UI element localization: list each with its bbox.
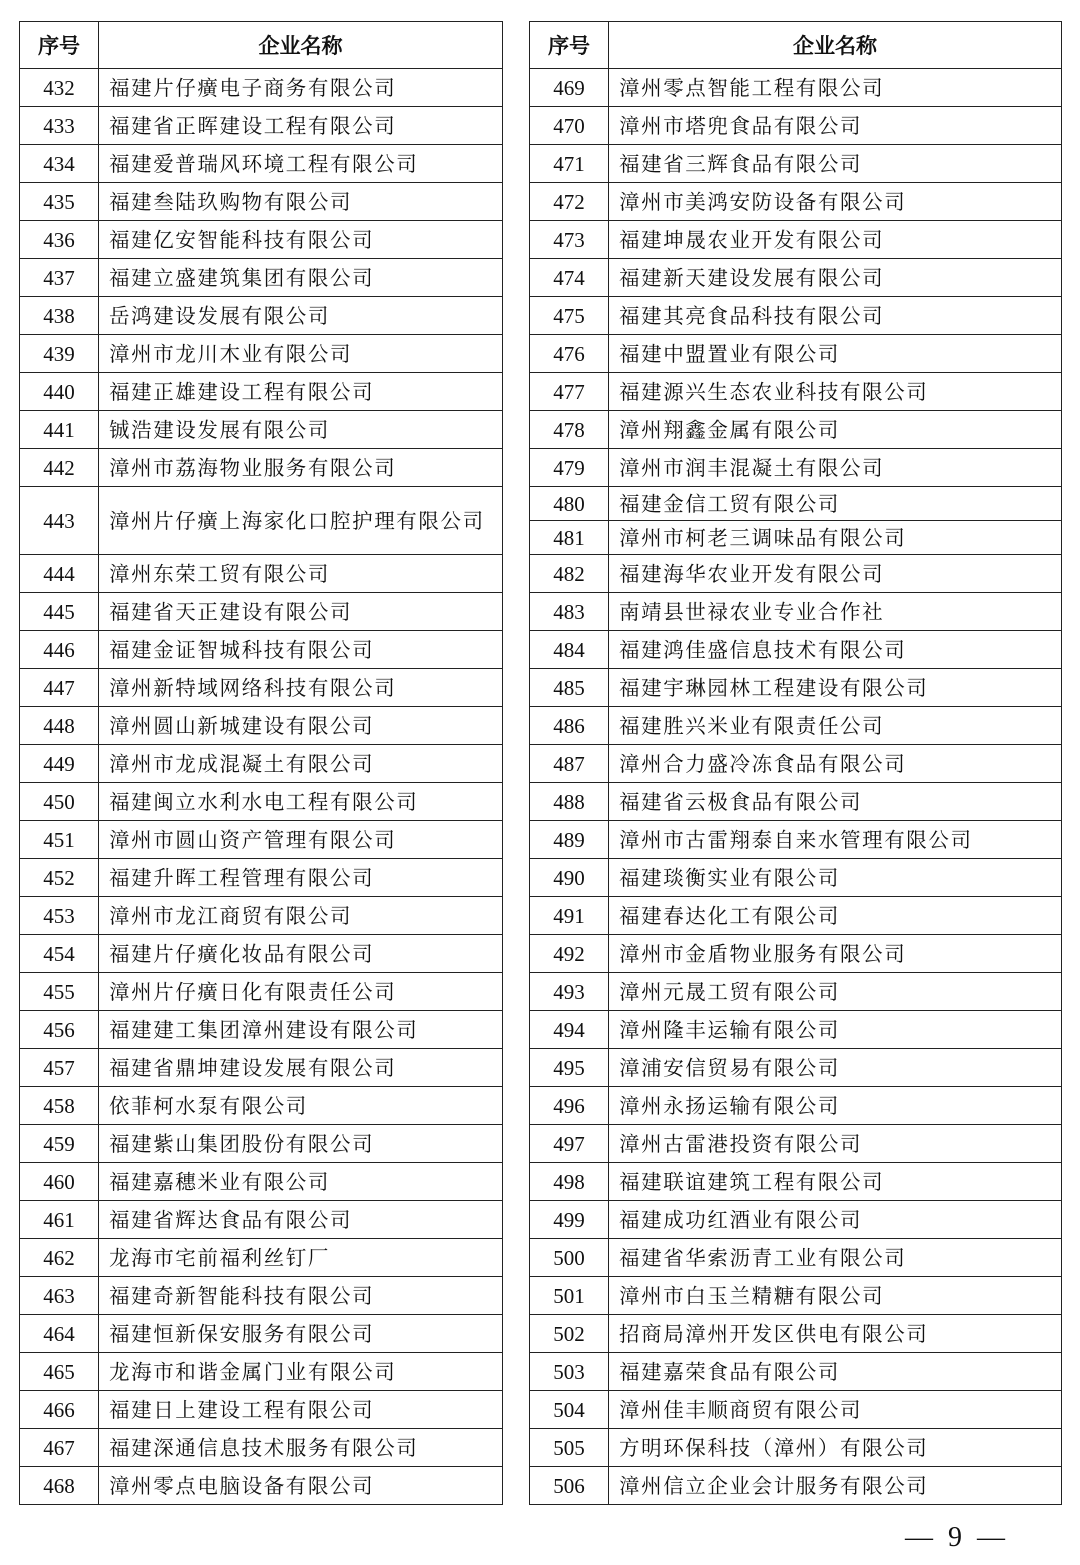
company-name-cell: 漳州合力盛冷冻食品有限公司 — [609, 745, 1062, 783]
company-name-cell: 龙海市和谐金属门业有限公司 — [99, 1353, 503, 1391]
company-name-cell: 福建春达化工有限公司 — [609, 897, 1062, 935]
company-name-cell: 漳州新特域网络科技有限公司 — [99, 669, 503, 707]
company-name-cell: 福建海华农业开发有限公司 — [609, 555, 1062, 593]
serial-number-cell: 465 — [20, 1353, 99, 1391]
serial-number-cell: 433 — [20, 107, 99, 145]
table-row — [530, 555, 1062, 593]
serial-number-cell: 435 — [20, 183, 99, 221]
company-name-cell: 福建立盛建筑集团有限公司 — [99, 259, 503, 297]
company-name-cell: 福建深通信息技术服务有限公司 — [99, 1429, 503, 1467]
table-row — [530, 1429, 1062, 1467]
table-row — [530, 107, 1062, 145]
table-row — [20, 1315, 503, 1353]
serial-number-cell: 466 — [20, 1391, 99, 1429]
company-name-cell: 福建升晖工程管理有限公司 — [99, 859, 503, 897]
table-row — [530, 1239, 1062, 1277]
table-row — [530, 1163, 1062, 1201]
company-name-cell: 福建其亮食品科技有限公司 — [609, 297, 1062, 335]
table-row — [20, 1049, 503, 1087]
company-name-cell: 漳州佳丰顺商贸有限公司 — [609, 1391, 1062, 1429]
serial-number-cell: 468 — [20, 1467, 99, 1505]
table-row — [530, 1125, 1062, 1163]
company-table-right — [529, 21, 1062, 1505]
serial-number-cell: 479 — [530, 449, 609, 487]
table-row — [530, 411, 1062, 449]
serial-number-cell: 503 — [530, 1353, 609, 1391]
serial-number-cell: 501 — [530, 1277, 609, 1315]
serial-number-cell: 484 — [530, 631, 609, 669]
table-row — [20, 1011, 503, 1049]
serial-number-cell: 464 — [20, 1315, 99, 1353]
table-row — [530, 1467, 1062, 1505]
serial-number-cell: 502 — [530, 1315, 609, 1353]
table-row — [20, 669, 503, 707]
table-row — [530, 1087, 1062, 1125]
serial-number-cell: 456 — [20, 1011, 99, 1049]
serial-number-cell: 459 — [20, 1125, 99, 1163]
serial-number-cell: 457 — [20, 1049, 99, 1087]
company-name-cell: 福建省云极食品有限公司 — [609, 783, 1062, 821]
serial-number-cell: 492 — [530, 935, 609, 973]
header-company-name: 企业名称 — [99, 22, 503, 69]
table-row — [530, 1277, 1062, 1315]
company-name-cell: 福建成功红酒业有限公司 — [609, 1201, 1062, 1239]
serial-number-cell: 454 — [20, 935, 99, 973]
serial-number-cell: 437 — [20, 259, 99, 297]
company-name-cell: 漳州元晟工贸有限公司 — [609, 973, 1062, 1011]
table-row — [20, 1163, 503, 1201]
company-name-cell: 漳州片仔癀上海家化口腔护理有限公司 — [99, 487, 503, 555]
company-name-cell: 漳州隆丰运输有限公司 — [609, 1011, 1062, 1049]
company-name-cell: 漳浦安信贸易有限公司 — [609, 1049, 1062, 1087]
serial-number-cell: 450 — [20, 783, 99, 821]
table-row — [20, 973, 503, 1011]
company-name-cell: 福建金信工贸有限公司 — [609, 487, 1062, 521]
company-name-cell: 福建新天建设发展有限公司 — [609, 259, 1062, 297]
serial-number-cell: 477 — [530, 373, 609, 411]
serial-number-cell: 482 — [530, 555, 609, 593]
serial-number-cell: 449 — [20, 745, 99, 783]
header-serial-number: 序号 — [530, 22, 609, 69]
serial-number-cell: 486 — [530, 707, 609, 745]
table-row — [20, 1125, 503, 1163]
serial-number-cell: 480 — [530, 487, 609, 521]
company-name-cell: 漳州片仔癀日化有限责任公司 — [99, 973, 503, 1011]
table-row — [20, 555, 503, 593]
table-row — [20, 221, 503, 259]
serial-number-cell: 493 — [530, 973, 609, 1011]
company-name-cell: 福建嘉穗米业有限公司 — [99, 1163, 503, 1201]
table-row — [530, 1201, 1062, 1239]
company-name-cell: 福建省三辉食品有限公司 — [609, 145, 1062, 183]
serial-number-cell: 467 — [20, 1429, 99, 1467]
table-row — [530, 1315, 1062, 1353]
table-row — [20, 897, 503, 935]
header-company-name: 企业名称 — [609, 22, 1062, 69]
company-name-cell: 福建省正晖建设工程有限公司 — [99, 107, 503, 145]
serial-number-cell: 495 — [530, 1049, 609, 1087]
serial-number-cell: 489 — [530, 821, 609, 859]
company-name-cell: 福建叁陆玖购物有限公司 — [99, 183, 503, 221]
company-name-cell: 漳州翔鑫金属有限公司 — [609, 411, 1062, 449]
table-row — [20, 631, 503, 669]
serial-number-cell: 491 — [530, 897, 609, 935]
serial-number-cell: 443 — [20, 487, 99, 555]
serial-number-cell: 460 — [20, 1163, 99, 1201]
company-name-cell: 福建亿安智能科技有限公司 — [99, 221, 503, 259]
serial-number-cell: 440 — [20, 373, 99, 411]
company-name-cell: 漳州圆山新城建设有限公司 — [99, 707, 503, 745]
table-row — [530, 821, 1062, 859]
serial-number-cell: 463 — [20, 1277, 99, 1315]
serial-number-cell: 488 — [530, 783, 609, 821]
company-name-cell: 岳鸿建设发展有限公司 — [99, 297, 503, 335]
company-name-cell: 漳州市塔兜食品有限公司 — [609, 107, 1062, 145]
table-row — [20, 1277, 503, 1315]
serial-number-cell: 432 — [20, 69, 99, 107]
company-name-cell: 福建琰衡实业有限公司 — [609, 859, 1062, 897]
company-name-cell: 漳州市柯老三调味品有限公司 — [609, 521, 1062, 555]
table-row — [20, 1467, 503, 1505]
table-row — [530, 259, 1062, 297]
serial-number-cell: 444 — [20, 555, 99, 593]
company-name-cell: 福建正雄建设工程有限公司 — [99, 373, 503, 411]
table-row — [20, 1429, 503, 1467]
table-row — [20, 259, 503, 297]
table-row — [530, 783, 1062, 821]
table-row — [530, 935, 1062, 973]
serial-number-cell: 434 — [20, 145, 99, 183]
serial-number-cell: 481 — [530, 521, 609, 555]
serial-number-cell: 504 — [530, 1391, 609, 1429]
company-name-cell: 漳州永扬运输有限公司 — [609, 1087, 1062, 1125]
company-name-cell: 漳州零点智能工程有限公司 — [609, 69, 1062, 107]
table-row — [530, 145, 1062, 183]
table-row — [530, 859, 1062, 897]
company-name-cell: 福建省辉达食品有限公司 — [99, 1201, 503, 1239]
company-name-cell: 福建爱普瑞风环境工程有限公司 — [99, 145, 503, 183]
serial-number-cell: 452 — [20, 859, 99, 897]
table-row — [20, 69, 503, 107]
table-row — [20, 821, 503, 859]
serial-number-cell: 478 — [530, 411, 609, 449]
company-name-cell: 漳州市白玉兰精糖有限公司 — [609, 1277, 1062, 1315]
company-name-cell: 福建恒新保安服务有限公司 — [99, 1315, 503, 1353]
serial-number-cell: 448 — [20, 707, 99, 745]
company-name-cell: 漳州市润丰混凝土有限公司 — [609, 449, 1062, 487]
company-name-cell: 福建鸿佳盛信息技术有限公司 — [609, 631, 1062, 669]
serial-number-cell: 472 — [530, 183, 609, 221]
table-row — [20, 783, 503, 821]
table-row — [20, 335, 503, 373]
company-name-cell: 漳州市圆山资产管理有限公司 — [99, 821, 503, 859]
table-row — [20, 1087, 503, 1125]
company-name-cell: 漳州市金盾物业服务有限公司 — [609, 935, 1062, 973]
company-name-cell: 福建源兴生态农业科技有限公司 — [609, 373, 1062, 411]
serial-number-cell: 473 — [530, 221, 609, 259]
company-name-cell: 福建紫山集团股份有限公司 — [99, 1125, 503, 1163]
company-name-cell: 福建省鼎坤建设发展有限公司 — [99, 1049, 503, 1087]
table-header-row — [20, 22, 503, 69]
company-name-cell: 福建片仔癀电子商务有限公司 — [99, 69, 503, 107]
serial-number-cell: 439 — [20, 335, 99, 373]
company-name-cell: 福建日上建设工程有限公司 — [99, 1391, 503, 1429]
table-row — [530, 669, 1062, 707]
serial-number-cell: 500 — [530, 1239, 609, 1277]
company-name-cell: 福建片仔癀化妆品有限公司 — [99, 935, 503, 973]
company-name-cell: 福建宇琳园林工程建设有限公司 — [609, 669, 1062, 707]
page-number: — 9 — — [905, 1522, 1009, 1553]
serial-number-cell: 470 — [530, 107, 609, 145]
serial-number-cell: 458 — [20, 1087, 99, 1125]
table-row — [530, 487, 1062, 521]
serial-number-cell: 441 — [20, 411, 99, 449]
company-name-cell: 招商局漳州开发区供电有限公司 — [609, 1315, 1062, 1353]
company-name-cell: 依菲柯水泵有限公司 — [99, 1087, 503, 1125]
table-row — [20, 745, 503, 783]
serial-number-cell: 506 — [530, 1467, 609, 1505]
company-name-cell: 福建奇新智能科技有限公司 — [99, 1277, 503, 1315]
table-row — [530, 745, 1062, 783]
company-name-cell: 福建金证智城科技有限公司 — [99, 631, 503, 669]
company-name-cell: 漳州市龙江商贸有限公司 — [99, 897, 503, 935]
table-row — [20, 1239, 503, 1277]
serial-number-cell: 476 — [530, 335, 609, 373]
table-row — [20, 145, 503, 183]
company-name-cell: 漳州古雷港投资有限公司 — [609, 1125, 1062, 1163]
table-row — [530, 183, 1062, 221]
table-row — [20, 487, 503, 555]
table-row — [530, 631, 1062, 669]
company-name-cell: 南靖县世禄农业专业合作社 — [609, 593, 1062, 631]
serial-number-cell: 487 — [530, 745, 609, 783]
company-name-cell: 漳州零点电脑设备有限公司 — [99, 1467, 503, 1505]
table-row — [530, 521, 1062, 555]
serial-number-cell: 497 — [530, 1125, 609, 1163]
serial-number-cell: 442 — [20, 449, 99, 487]
company-name-cell: 铖浩建设发展有限公司 — [99, 411, 503, 449]
company-name-cell: 漳州市美鸿安防设备有限公司 — [609, 183, 1062, 221]
serial-number-cell: 471 — [530, 145, 609, 183]
table-row — [20, 107, 503, 145]
table-row — [530, 449, 1062, 487]
serial-number-cell: 505 — [530, 1429, 609, 1467]
company-name-cell: 漳州市龙川木业有限公司 — [99, 335, 503, 373]
company-name-cell: 福建坤晟农业开发有限公司 — [609, 221, 1062, 259]
table-row — [530, 373, 1062, 411]
table-row — [530, 897, 1062, 935]
serial-number-cell: 436 — [20, 221, 99, 259]
table-row — [20, 935, 503, 973]
company-name-cell: 漳州市古雷翔泰自来水管理有限公司 — [609, 821, 1062, 859]
serial-number-cell: 462 — [20, 1239, 99, 1277]
serial-number-cell: 485 — [530, 669, 609, 707]
serial-number-cell: 498 — [530, 1163, 609, 1201]
table-row — [530, 1011, 1062, 1049]
company-name-cell: 福建省华索沥青工业有限公司 — [609, 1239, 1062, 1277]
table-row — [530, 973, 1062, 1011]
table-row — [530, 297, 1062, 335]
serial-number-cell: 494 — [530, 1011, 609, 1049]
serial-number-cell: 496 — [530, 1087, 609, 1125]
table-row — [20, 1201, 503, 1239]
company-name-cell: 漳州市荔海物业服务有限公司 — [99, 449, 503, 487]
serial-number-cell: 453 — [20, 897, 99, 935]
company-name-cell: 漳州东荣工贸有限公司 — [99, 555, 503, 593]
serial-number-cell: 461 — [20, 1201, 99, 1239]
company-name-cell: 漳州信立企业会计服务有限公司 — [609, 1467, 1062, 1505]
serial-number-cell: 490 — [530, 859, 609, 897]
table-row — [20, 183, 503, 221]
table-row — [530, 1391, 1062, 1429]
table-row — [20, 1353, 503, 1391]
company-name-cell: 龙海市宅前福利丝钉厂 — [99, 1239, 503, 1277]
company-name-cell: 漳州市龙成混凝土有限公司 — [99, 745, 503, 783]
company-name-cell: 福建胜兴米业有限责任公司 — [609, 707, 1062, 745]
table-row — [20, 449, 503, 487]
table-row — [20, 373, 503, 411]
table-row — [530, 69, 1062, 107]
company-table-left — [19, 21, 503, 1505]
table-row — [20, 859, 503, 897]
company-name-cell: 福建嘉荣食品有限公司 — [609, 1353, 1062, 1391]
company-name-cell: 福建省天正建设有限公司 — [99, 593, 503, 631]
serial-number-cell: 469 — [530, 69, 609, 107]
serial-number-cell: 483 — [530, 593, 609, 631]
table-row — [20, 411, 503, 449]
table-header-row — [530, 22, 1062, 69]
serial-number-cell: 499 — [530, 1201, 609, 1239]
serial-number-cell: 455 — [20, 973, 99, 1011]
table-row — [20, 297, 503, 335]
company-name-cell: 福建中盟置业有限公司 — [609, 335, 1062, 373]
serial-number-cell: 438 — [20, 297, 99, 335]
header-serial-number: 序号 — [20, 22, 99, 69]
table-row — [530, 1353, 1062, 1391]
serial-number-cell: 446 — [20, 631, 99, 669]
table-row — [530, 335, 1062, 373]
company-name-cell: 福建建工集团漳州建设有限公司 — [99, 1011, 503, 1049]
table-row — [530, 1049, 1062, 1087]
serial-number-cell: 451 — [20, 821, 99, 859]
company-name-cell: 福建闽立水利水电工程有限公司 — [99, 783, 503, 821]
company-name-cell: 方明环保科技（漳州）有限公司 — [609, 1429, 1062, 1467]
company-name-cell: 福建联谊建筑工程有限公司 — [609, 1163, 1062, 1201]
table-row — [20, 593, 503, 631]
serial-number-cell: 474 — [530, 259, 609, 297]
table-row — [530, 593, 1062, 631]
table-row — [20, 707, 503, 745]
serial-number-cell: 447 — [20, 669, 99, 707]
table-row — [20, 1391, 503, 1429]
table-row — [530, 707, 1062, 745]
serial-number-cell: 445 — [20, 593, 99, 631]
serial-number-cell: 475 — [530, 297, 609, 335]
table-row — [530, 221, 1062, 259]
